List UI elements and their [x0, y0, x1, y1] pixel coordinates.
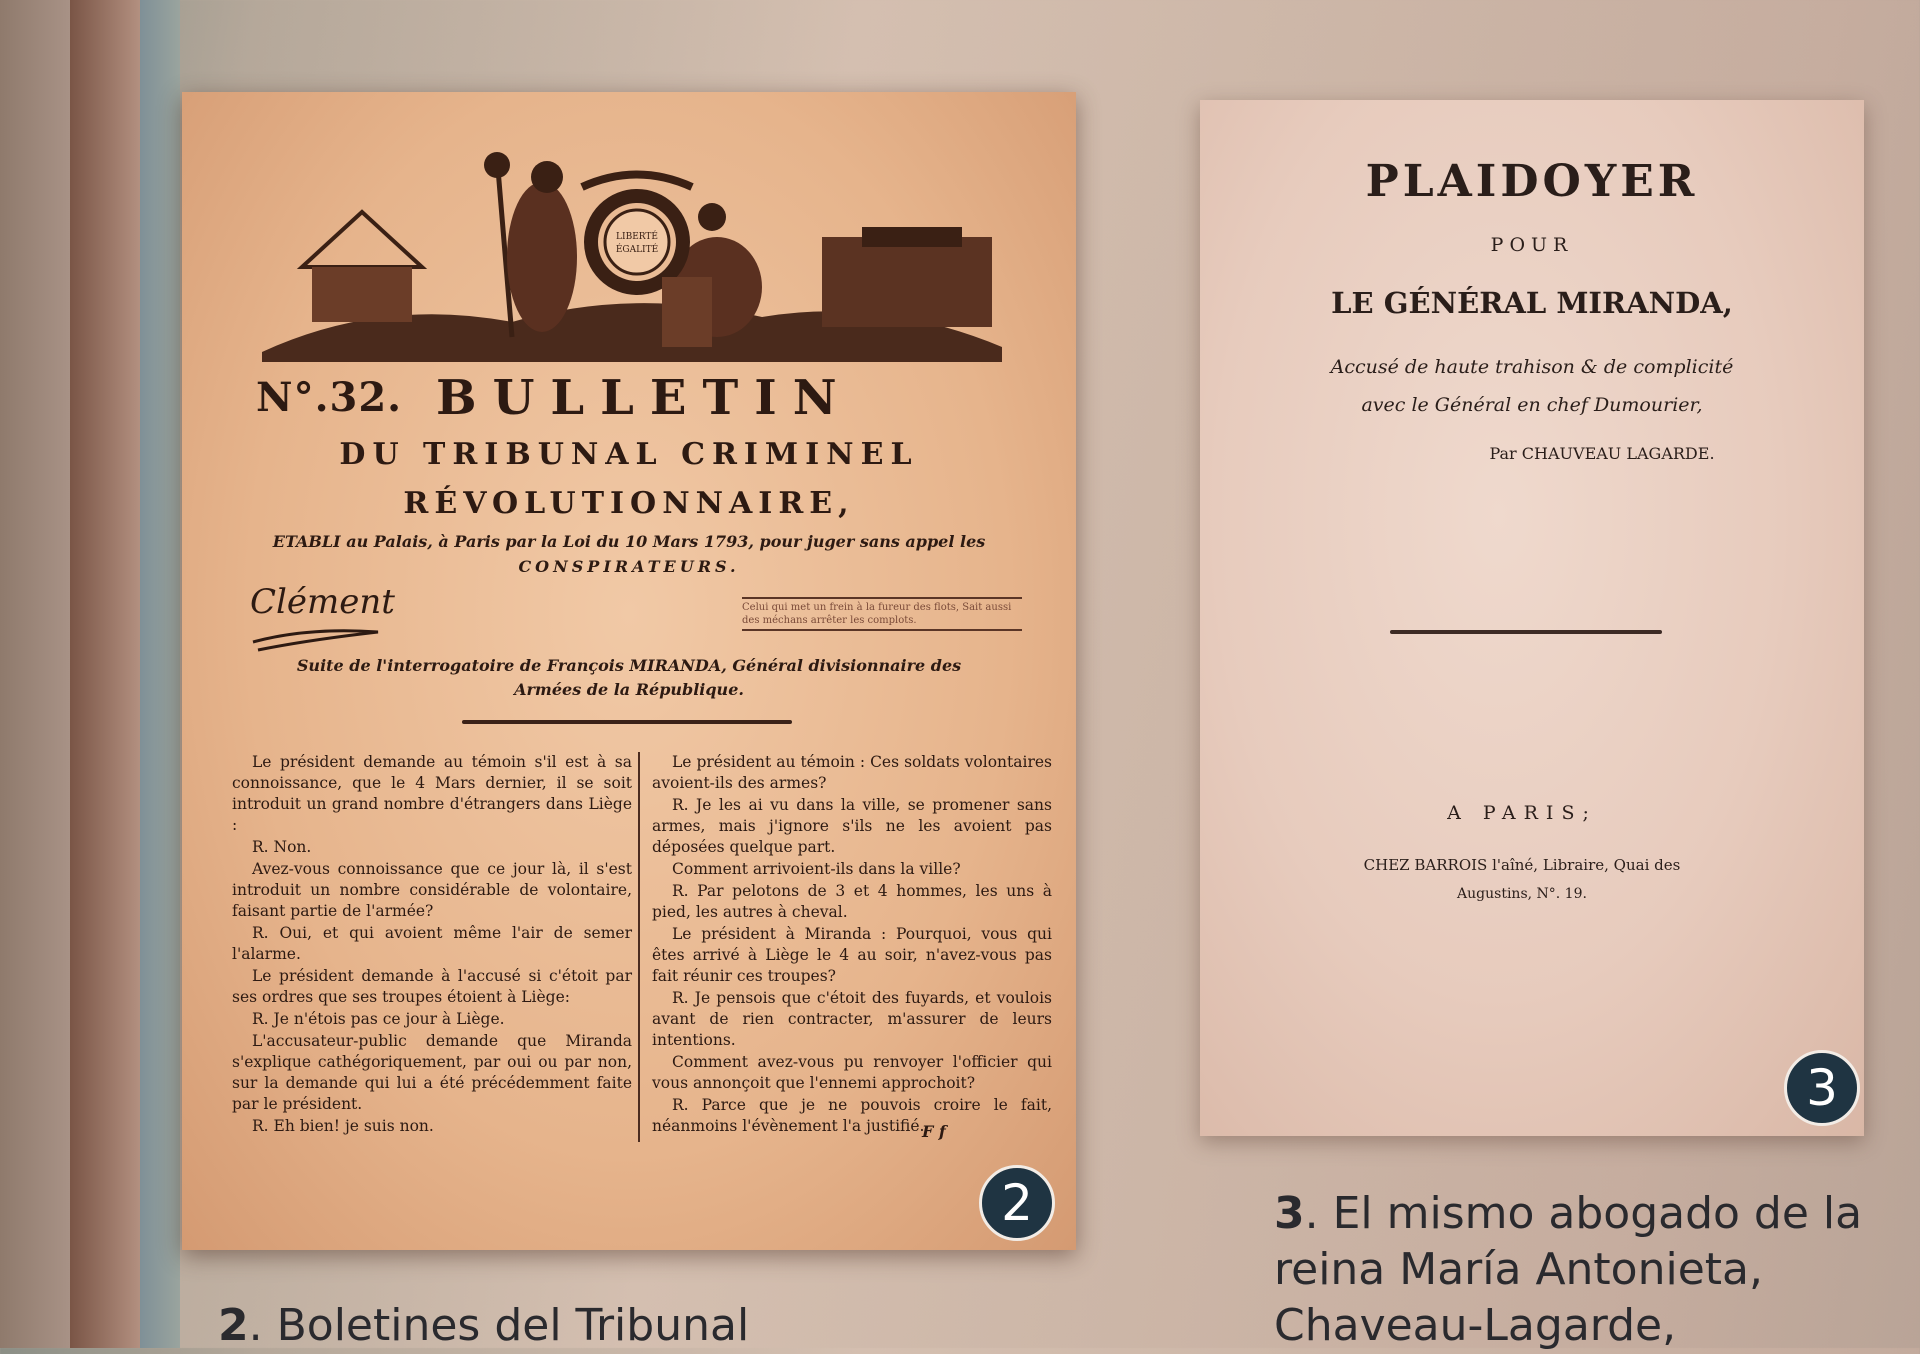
- left-paragraph: R. Eh bien! je suis non.: [252, 1117, 434, 1135]
- bulletin-suite-2: Armées de la République.: [514, 680, 744, 699]
- right-paragraph: Comment avez-vous pu renvoyer l'officier qui vous annonçoit que l'ennemi approchoit?: [652, 1053, 1052, 1092]
- right-paragraph: Comment arrivoient-ils dans la ville?: [672, 860, 961, 878]
- bulletin-subtitle-2: RÉVOLUTIONNAIRE,: [403, 486, 855, 521]
- column-divider: [638, 752, 640, 1142]
- bulletin-page: [182, 92, 1076, 1250]
- left-paragraph: Le président demande à l'accusé si c'étoit par ses ordres que ses troupes étoient à Liège:: [232, 967, 632, 1006]
- right-paragraph: R. Parce que je ne pouvois croire le fait, néanmoins l'évènement l'a justifié.: [652, 1096, 1052, 1135]
- wall-stripe-dark: [70, 0, 140, 1348]
- bulletin-divider-rule: [462, 720, 792, 724]
- right-paragraph: R. Par pelotons de 3 et 4 hommes, les uns à pied, les autres à cheval.: [652, 882, 1052, 921]
- right-paragraph: R. Je les ai vu dans la ville, se promener sans armes, mais j'ignore s'ils ne les avoient pas déposées quelque part.: [652, 796, 1052, 856]
- bulletin-establishment: ETABLI au Palais, à Paris par la Loi du 10 Mars 1793, pour juger sans appel les: [272, 532, 986, 551]
- wall-stripe-blue: [140, 0, 180, 1348]
- left-paragraph: Le président demande au témoin s'il est à sa connoissance, que le 4 Mars dernier, il se soit introduit un grand nombre d'étrangers dans Liège :: [232, 753, 632, 834]
- bulletin-right-column: [652, 752, 1052, 1138]
- engraving-egalite: ÉGALITÉ: [615, 245, 659, 255]
- bulletin-motto: Celui qui met un frein à la fureur des flots, Sait aussi des méchans arrêter les complots.: [742, 597, 1022, 631]
- plaidoyer-address: Augustins, N°. 19.: [1457, 886, 1587, 902]
- bulletin-left-column: [232, 752, 632, 1138]
- caption-3: [1274, 1186, 1894, 1354]
- caption-3-text: . El mismo abogado de la reina María Antonieta, Chaveau-Lagarde,: [1274, 1188, 1863, 1351]
- wall-column: [0, 0, 70, 1348]
- left-paragraph: Avez-vous connoissance que ce jour là, il s'est introduit un nombre considérable de volontaire, faisant partie de l'armée?: [232, 860, 632, 920]
- plaidoyer-author: Par CHAUVEAU LAGARDE.: [1489, 444, 1715, 463]
- right-paragraph: Le président à Miranda : Pourquoi, vous qui êtes arrivé à Liège le 4 au soir, n'avez-vous pas fait réunir ces troupes?: [652, 925, 1052, 985]
- plaidoyer-accusation-1: Accusé de haute trahison & de complicité: [1330, 356, 1734, 378]
- bulletin-signature: Clément: [250, 582, 395, 622]
- number-badge-2: 2: [979, 1165, 1055, 1241]
- bulletin-title: BULLETIN: [436, 370, 853, 426]
- plaidoyer-page: [1200, 100, 1864, 1136]
- left-paragraph: R. Non.: [252, 838, 312, 856]
- plaidoyer-general: LE GÉNÉRAL MIRANDA,: [1331, 286, 1733, 320]
- caption-2-text: . Boletines del Tribunal: [248, 1300, 750, 1351]
- bulletin-suite-1: Suite de l'interrogatoire de François MIRANDA, Général divisionnaire des: [296, 656, 962, 675]
- plaidoyer-publisher: CHEZ BARROIS l'aîné, Libraire, Quai des: [1363, 856, 1681, 874]
- plaidoyer-place: A PARIS;: [1447, 802, 1597, 824]
- bulletin-conspirateurs: CONSPIRATEURS.: [518, 557, 740, 576]
- signature-mark: F f: [922, 1122, 946, 1141]
- caption-2-number: 2: [218, 1300, 249, 1351]
- number-badge-3: 3: [1784, 1050, 1860, 1126]
- plaidoyer-divider-rule: [1390, 630, 1662, 634]
- caption-3-number: 3: [1274, 1188, 1305, 1239]
- bulletin-subtitle-1: DU TRIBUNAL CRIMINEL: [339, 437, 919, 472]
- signature-flourish: [248, 622, 388, 652]
- right-paragraph: Le président au témoin : Ces soldats volontaires avoient-ils des armes?: [652, 753, 1052, 792]
- plaidoyer-accusation-2: avec le Général en chef Dumourier,: [1361, 394, 1703, 416]
- left-paragraph: R. Oui, et qui avoient même l'air de semer l'alarme.: [232, 924, 632, 963]
- allegorical-engraving: [262, 147, 1002, 362]
- left-paragraph: L'accusateur-public demande que Miranda s'explique cathégoriquement, par oui ou par non, sur la demande qui lui a été précédemment faite par le président.: [232, 1032, 632, 1113]
- left-paragraph: R. Je n'étois pas ce jour à Liège.: [252, 1010, 505, 1028]
- bulletin-number: N°.32.: [256, 374, 403, 421]
- plaidoyer-title: PLAIDOYER: [1365, 156, 1699, 207]
- caption-2: [218, 1298, 749, 1354]
- engraving-liberte: LIBERTÉ: [616, 232, 658, 242]
- right-paragraph: R. Je pensois que c'étoit des fuyards, et voulois avant de rien contracter, m'assurer de leurs intentions.: [652, 989, 1052, 1049]
- plaidoyer-pour: POUR: [1490, 234, 1574, 256]
